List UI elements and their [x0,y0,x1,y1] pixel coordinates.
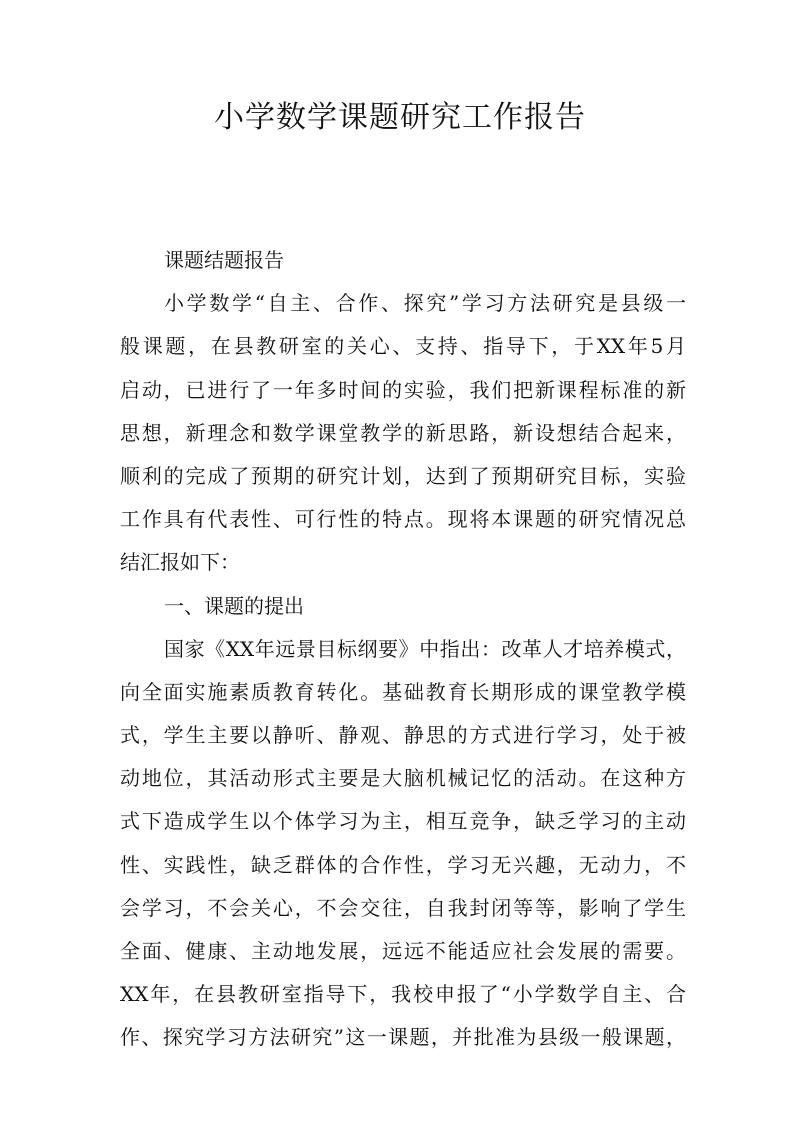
paragraph-line: 结汇报如下： [120,550,240,575]
paragraph-line: 式，学生主要以静听、静观、静思的方式进行学习，处于被 [120,723,686,748]
paragraph-line: 顺利的完成了预期的研究计划，达到了预期研究目标，实验 [120,463,686,488]
paragraph-line: 全面、健康、主动地发展，远远不能适应社会发展的需要。 [120,939,686,963]
paragraph-line: 作、探究学习方法研究”这一课题，并批准为县级一般课题， [120,1025,686,1050]
document-body [120,239,686,1060]
paragraph-line: 会学习，不会关心，不会交往，自我封闭等等，影响了学生 [120,895,686,920]
paragraph-line: 般课题，在县教研室的关心、支持、指导下，于XX年5月 [120,334,686,359]
paragraph-line: XX年，在县教研室指导下，我校申报了“小学数学自主、合 [120,982,686,1007]
section-heading-background: 一、课题的提出 [164,593,304,618]
paragraph-line: 性、实践性，缺乏群体的合作性，学习无兴趣，无动力，不 [120,852,686,877]
paragraph-line: 思想，新理念和数学课堂教学的新思路，新设想结合起来， [120,420,686,445]
paragraph-line: 工作具有代表性、可行性的特点。现将本课题的研究情况总 [120,507,686,532]
paragraph-line: 向全面实施素质教育转化。基础教育长期形成的课堂教学模 [120,679,686,704]
paragraph-line: 动地位，其活动形式主要是大脑机械记忆的活动。在这种方 [120,766,686,791]
section-heading-report: 课题结题报告 [164,248,284,272]
paragraph-line: 小学数学“自主、合作、探究”学习方法研究是县级一 [164,291,686,316]
paragraph-line: 式下造成学生以个体学习为主，相互竞争，缺乏学习的主动 [120,809,686,834]
paragraph-line: 启动，已进行了一年多时间的实验，我们把新课程标准的新 [120,377,686,402]
paragraph-line: 国家《XX年远景目标纲要》中指出：改革人才培养模式， [164,636,686,661]
document-title: 小学数学课题研究工作报告 [214,100,586,135]
